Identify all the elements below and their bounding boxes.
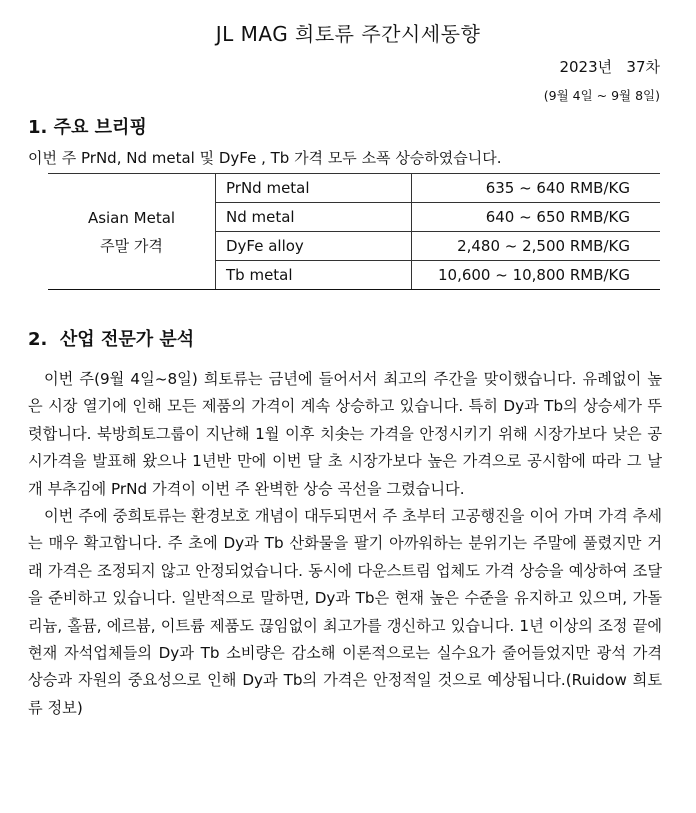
- analysis-paragraph: 이번 주(9월 4일~8일) 희토류는 금년에 들어서서 최고의 주간을 맞이했습니다. 유례없이 높은 시장 열기에 인해 모든 제품의 가격이 계속 상승하고 있습니다. 특히 Dy과 Tb의 상승세가 뚜렷합니다. 북방희토그룹이 지난해 1월 이후 치솟는 가격을 안정시키기 위해 시장가보다 낮은 공시가격을 발표해 왔으나 1년반 만에 이번 달 초 시장가보다 높은 가격으로 공시함에 따라 그 날개 부추김에 PrNd 가격이 이번 주 완벽한 상승 곡선을 그렸습니다.: [28, 370, 662, 498]
- price-cell: 10,600 ~ 10,800 RMB/KG: [412, 261, 661, 290]
- price-source-name: Asian Metal: [87, 208, 176, 227]
- product-cell: Nd metal: [216, 203, 412, 232]
- price-cell: 2,480 ~ 2,500 RMB/KG: [412, 232, 661, 261]
- report-week: 2023년 37차: [559, 58, 660, 76]
- analysis-paragraph: 이번 주에 중희토류는 환경보호 개념이 대두되면서 주 초부터 고공행진을 이어 가며 가격 추세는 매우 확고합니다. 주 초에 Dy과 Tb 산화물을 팔기 아까워하는 분위기는 주말에 풀렸지만 거래 가격은 조정되지 않고 안정되었습니다. 동시에 다운스트림 업체도 가격 상승을 예상하여 조달을 준비하고 있습니다. 일반적으로 말하면, Dy과 Tb은 현재 높은 수준을 유지하고 있으며, 가돌리늄, 홀뮴, 에르븀, 이트륨 제품도 끊임없이 최고가를 갱신하고 있습니다. 1년 이상의 조정 끝에 현재 자석업체들의 Dy과 Tb 소비량은 감소해 이론적으로는 실수요가 줄어들었지만 광석 가격 상승과 자원의 중요성으로 인해 Dy과 Tb의 가격은 안정적일 것으로 예상됩니다.(Ruidow 희토류 정보): [28, 507, 662, 717]
- product-cell: Tb metal: [216, 261, 412, 290]
- price-table: [48, 173, 660, 290]
- section-heading-briefing: 1. 주요 브리핑: [28, 117, 147, 138]
- price-source-period: 주말 가격: [100, 236, 163, 255]
- price-cell: 635 ~ 640 RMB/KG: [412, 174, 661, 203]
- section-heading-analysis: 2. 산업 전문가 분석: [28, 329, 195, 350]
- product-cell: PrNd metal: [216, 174, 412, 203]
- price-source-label: [48, 174, 216, 290]
- analysis-body: [28, 366, 662, 722]
- product-cell: DyFe alloy: [216, 232, 412, 261]
- table-row: [48, 174, 660, 203]
- report-date-range: (9월 4일 ~ 9월 8일): [543, 88, 660, 103]
- price-cell: 640 ~ 650 RMB/KG: [412, 203, 661, 232]
- document-title: JL MAG 희토류 주간시세동향: [215, 22, 481, 46]
- briefing-summary: 이번 주 PrNd, Nd metal 및 DyFe , Tb 가격 모두 소폭 상승하였습니다.: [28, 149, 502, 167]
